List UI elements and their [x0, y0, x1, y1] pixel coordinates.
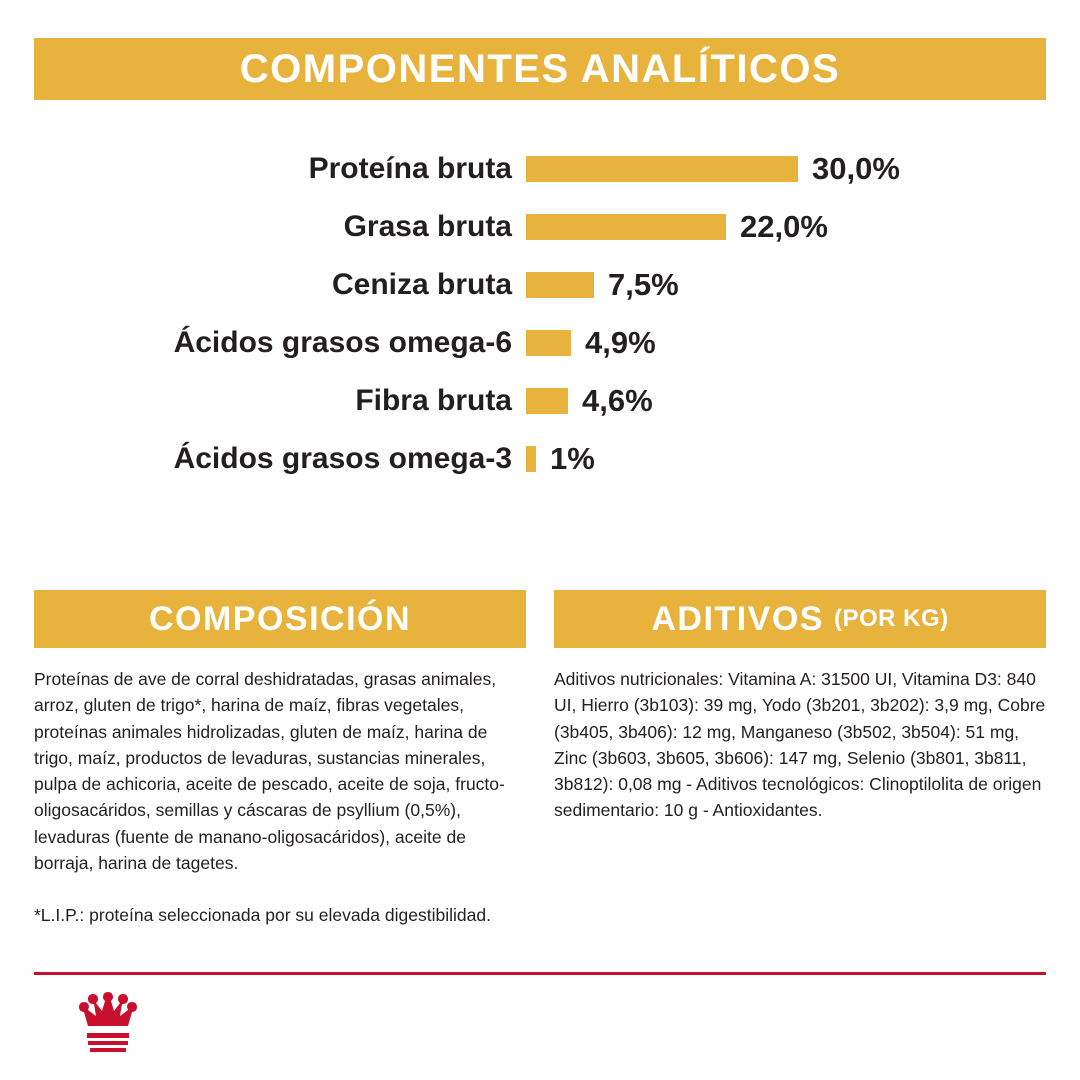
chart-bar-wrap — [526, 383, 1046, 419]
chart-value-label: 30,0% — [812, 151, 900, 186]
composition-heading — [34, 590, 526, 648]
additives-heading — [554, 590, 1046, 648]
composition-text: Proteínas de ave de corral deshidratadas, grasas animales, arroz, gluten de trigo*, harina de maíz, fibras vegetales, proteínas animales hidrolizadas, gluten de maíz, harina de trigo, maíz, productos de levaduras, sustancias minerales, pulpa de achicoria, aceite de pescado, aceite de soja, fructo-oligosacáridos, semillas y cáscaras de psyllium (0,5%), levaduras (fuente de manano-oligosacáridos), aceite de borraja, harina de tagetes. — [34, 669, 505, 873]
composition-column — [34, 590, 526, 928]
royal-canin-crown-icon — [72, 990, 144, 1056]
chart-bar — [526, 156, 798, 182]
details-columns — [34, 590, 1046, 928]
chart-bar-wrap — [526, 441, 1046, 477]
additives-text: Aditivos nutricionales: Vitamina A: 31500 UI, Vitamina D3: 840 UI, Hierro (3b103): 39 mg, Yodo (3b201, 3b202): 3,9 mg, Cobre (3b405, 3b406): 12 mg, Manganeso (3b502, 3b504): 51 mg, Zinc (3b603, 3b605, 3b606): 147 mg, Selenio (3b801, 3b811, 3b812): 0,08 mg - Aditivos tecnológicos: Clinoptilolita de origen sedimentario: 10 g - Antioxidantes. — [554, 669, 1046, 821]
page-title — [34, 38, 1046, 100]
chart-bar — [526, 272, 594, 298]
chart-category-label: Ácidos grasos omega-3 — [173, 442, 512, 475]
additives-heading-text: ADITIVOS — [651, 599, 824, 638]
chart-value-label: 22,0% — [740, 209, 828, 244]
chart-row — [34, 430, 1046, 488]
chart-category-label: Ácidos grasos omega-6 — [173, 326, 512, 359]
chart-category-label: Ceniza bruta — [331, 268, 512, 301]
page-title-text: COMPONENTES ANALÍTICOS — [239, 46, 841, 91]
chart-bar — [526, 446, 536, 472]
composition-note: *L.I.P.: proteína seleccionada por su elevada digestibilidad. — [34, 905, 491, 925]
chart-bar-wrap — [526, 209, 1046, 245]
composition-heading-text: COMPOSICIÓN — [148, 599, 412, 638]
chart-value-label: 1% — [550, 441, 595, 476]
additives-column — [554, 590, 1046, 928]
chart-row — [34, 372, 1046, 430]
footer-divider — [34, 972, 1046, 975]
chart-bar — [526, 214, 726, 240]
chart-row — [34, 140, 1046, 198]
analytical-constituents-chart — [34, 140, 1046, 488]
chart-category-label: Fibra bruta — [355, 384, 512, 417]
chart-bar — [526, 330, 571, 356]
chart-bar — [526, 388, 568, 414]
footer — [0, 972, 1080, 1080]
additives-heading-suffix: (POR KG) — [833, 605, 949, 632]
chart-row — [34, 256, 1046, 314]
chart-row — [34, 314, 1046, 372]
chart-bar-wrap — [526, 267, 1046, 303]
chart-bar-wrap — [526, 151, 1046, 187]
chart-row — [34, 198, 1046, 256]
chart-value-label: 4,6% — [582, 383, 653, 418]
chart-bar-wrap — [526, 325, 1046, 361]
chart-category-label: Grasa bruta — [343, 210, 512, 243]
chart-category-label: Proteína bruta — [308, 152, 512, 185]
chart-value-label: 7,5% — [608, 267, 679, 302]
chart-value-label: 4,9% — [585, 325, 656, 360]
